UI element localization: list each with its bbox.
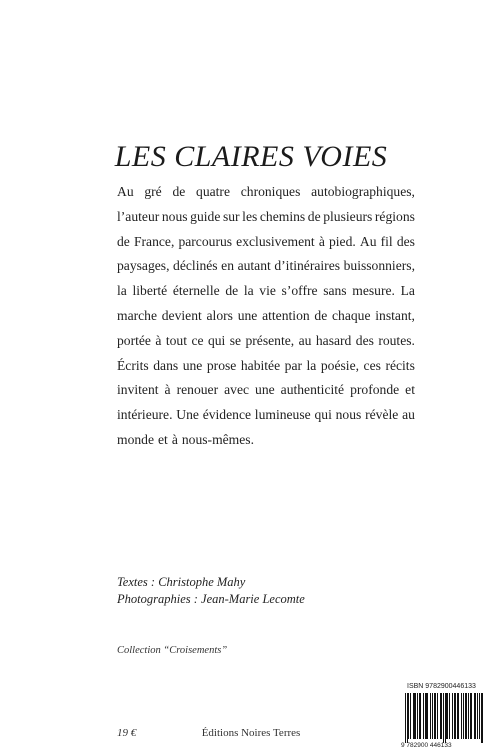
blurb-word: Au: [359, 233, 377, 249]
blurb-line: [117, 180, 415, 205]
barcode-digits: 9 782900 446133: [401, 742, 452, 749]
blurb-word: une: [237, 307, 258, 323]
blurb-word: intérieure.: [117, 407, 173, 423]
isbn-barcode: [401, 682, 485, 749]
blurb-word: de: [117, 233, 130, 249]
blurb-line: [117, 403, 415, 428]
blurb-word: la: [306, 357, 317, 373]
blurb-word: chaque: [332, 307, 371, 323]
blurb-word: sur: [222, 208, 240, 224]
blurb-word: routes.: [378, 332, 415, 348]
blurb-word: renouer: [176, 382, 219, 398]
blurb-word: vie: [259, 283, 276, 299]
blurb-word: en: [221, 258, 234, 274]
blurb-word: hasard: [315, 332, 352, 348]
blurb-word: nous: [335, 407, 362, 423]
blurb-word: autant: [237, 258, 271, 274]
blurb-word: portée: [117, 332, 151, 348]
blurb-word: à: [318, 233, 325, 249]
blurb-word: et: [405, 382, 415, 398]
blurb-word: plusieurs: [323, 208, 373, 224]
blurb-line: [117, 354, 415, 379]
blurb-word: au: [402, 407, 415, 423]
blurb-word: de: [225, 283, 239, 299]
blurb-word: monde: [117, 431, 154, 447]
blurb-word: évidence: [202, 407, 252, 423]
blurb-word: exclusivement: [236, 233, 315, 249]
blurb-line: [117, 230, 415, 255]
blurb-word: chemins: [259, 208, 306, 224]
barcode-icon: [405, 693, 483, 743]
blurb-line: [117, 378, 415, 403]
blurb-word: au: [298, 332, 312, 348]
blurb-word: buissonniers,: [343, 258, 415, 274]
blurb-word: attention: [262, 307, 310, 323]
blurb-word: de: [307, 208, 321, 224]
blurb-word: tout: [165, 332, 188, 348]
blurb-word: mesure.: [352, 283, 395, 299]
blurb-word: ces: [363, 357, 381, 373]
blurb-word: dans: [153, 357, 179, 373]
blurb-word: et: [158, 431, 168, 447]
blurb-word: les: [242, 208, 258, 224]
blurb-line: [117, 254, 415, 279]
blurb-word: de: [314, 307, 328, 323]
blurb-word: La: [400, 283, 415, 299]
blurb-word: guide: [190, 208, 221, 224]
blurb-word: ce: [191, 332, 204, 348]
blurb-word: prose: [206, 357, 237, 373]
blurb-word: chroniques: [240, 184, 301, 199]
blurb-line: [117, 428, 415, 453]
blurb-word: à: [164, 382, 171, 398]
photographer-credit: Photographies : Jean-Marie Lecomte: [117, 592, 305, 606]
blurb-word: d’itinéraires: [274, 258, 341, 274]
blurb-word: récits: [385, 357, 415, 373]
blurb-word: déclinés: [173, 258, 218, 274]
blurb-word: la: [117, 283, 127, 299]
blurb-line: [117, 205, 415, 230]
blurb-word: pied.: [328, 233, 356, 249]
blurb-word: paysages,: [117, 258, 170, 274]
blurb-word: sans: [323, 283, 347, 299]
blurb-word: nous-mêmes.: [181, 431, 254, 447]
collection-name: Collection “Croisements”: [117, 645, 228, 656]
blurb-word: autobiographiques,: [311, 184, 415, 199]
blurb-word: avec: [224, 382, 250, 398]
blurb-word: fil: [380, 233, 393, 249]
blurb-word: de: [172, 184, 186, 199]
blurb-word: habitée: [240, 357, 281, 373]
blurb-word: l’auteur: [117, 208, 160, 224]
blurb-word: éternelle: [172, 283, 220, 299]
blurb-word: lumineuse: [254, 407, 311, 423]
author-credit: Textes : Christophe Mahy: [117, 575, 246, 589]
blurb-word: poésie,: [320, 357, 360, 373]
blurb-word: une: [182, 357, 203, 373]
price: 19 €: [117, 727, 137, 739]
blurb-word: Au: [117, 184, 134, 199]
blurb-word: invitent: [117, 382, 159, 398]
blurb-word: alors: [206, 307, 233, 323]
blurb-word: Écrits: [117, 357, 149, 373]
blurb-word: révèle: [365, 407, 399, 423]
blurb-word: gré: [144, 184, 162, 199]
blurb-word: des: [355, 332, 374, 348]
blurb-word: une: [255, 382, 275, 398]
blurb-word: instant,: [375, 307, 415, 323]
blurb-word: qui: [314, 407, 332, 423]
blurb-line: [117, 329, 415, 354]
blurb-word: France,: [133, 233, 175, 249]
blurb-word: se: [229, 332, 242, 348]
publisher-name: Éditions Noires Terres: [201, 727, 301, 739]
blurb-word: parcourus: [178, 233, 233, 249]
blurb-word: liberté: [132, 283, 168, 299]
blurb-word: nous: [161, 208, 188, 224]
blurb-word: authenticité: [280, 382, 345, 398]
book-title: LES CLAIRES VOIES: [114, 140, 388, 173]
blurb-word: profonde: [350, 382, 400, 398]
back-cover-blurb: [117, 180, 415, 453]
blurb-word: à: [171, 431, 178, 447]
blurb-word: qui: [207, 332, 226, 348]
blurb-line: [117, 304, 415, 329]
blurb-word: s’offre: [281, 283, 318, 299]
blurb-word: des: [396, 233, 415, 249]
isbn-label: ISBN 9782900446133: [407, 683, 476, 690]
blurb-word: devient: [161, 307, 202, 323]
blurb-word: par: [284, 357, 302, 373]
blurb-word: quatre: [196, 184, 230, 199]
blurb-word: à: [155, 332, 162, 348]
blurb-word: Une: [176, 407, 199, 423]
blurb-word: présente,: [245, 332, 295, 348]
blurb-line: [117, 279, 415, 304]
credits: [117, 574, 305, 608]
blurb-word: marche: [117, 307, 157, 323]
blurb-word: régions: [374, 208, 415, 224]
blurb-word: la: [243, 283, 254, 299]
